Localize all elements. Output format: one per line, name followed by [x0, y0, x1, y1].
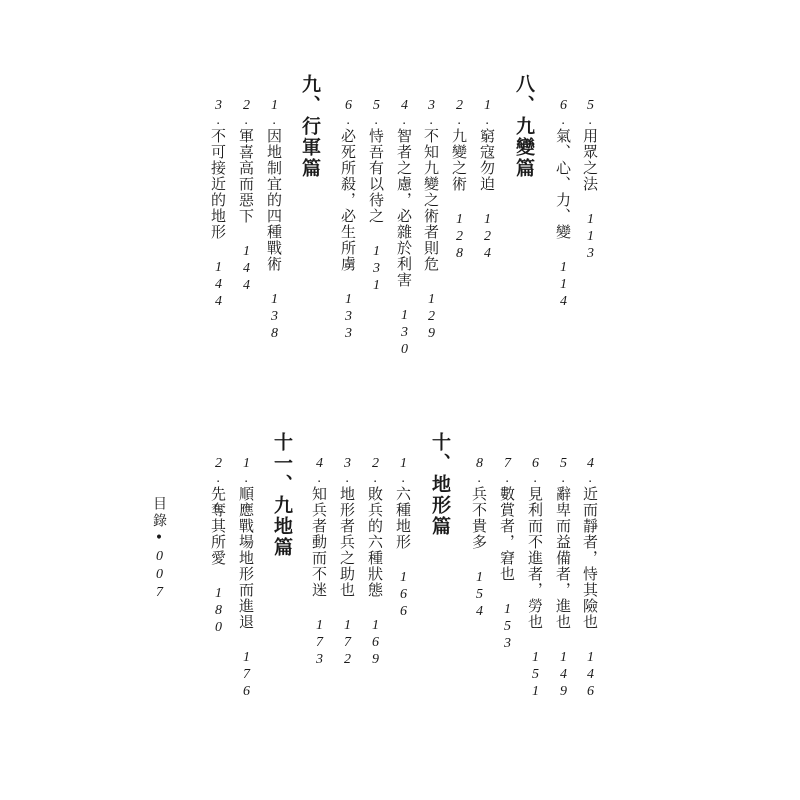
entry-title: 見利而不進者，勞也: [526, 486, 544, 630]
entry-page: 149: [556, 650, 571, 701]
entry-title: 因地制宜的四種戰術: [265, 128, 283, 272]
entry-title: 近而靜者，恃其險也: [581, 486, 599, 630]
entry-page: 166: [396, 570, 411, 621]
entry-title: 六種地形: [394, 486, 412, 550]
entry-title: 兵不貴多: [470, 486, 488, 550]
toc-entry: 4.近而靜者，恃其險也146: [581, 456, 599, 701]
entry-page: 113: [583, 212, 598, 263]
entry-page: 131: [369, 244, 384, 295]
entry-title: 九變之術: [450, 128, 468, 192]
entry-page: 169: [368, 618, 383, 669]
entry-title: 不知九變之術者則危: [422, 128, 440, 272]
entry-page: 133: [341, 292, 356, 343]
toc-entry: 2.九變之術128: [450, 98, 468, 263]
entry-page: 153: [500, 602, 515, 653]
entry-title: 先奪其所愛: [209, 486, 227, 566]
chapter-heading: 十、地形篇: [429, 432, 451, 537]
entry-title: 地形者兵之助也: [338, 486, 356, 598]
entry-title: 辭卑而益備者，進也: [554, 486, 572, 630]
entry-title: 窮寇勿迫: [478, 128, 496, 192]
toc-entry: 6.見利而不進者，勞也151: [526, 456, 544, 701]
entry-page: 128: [452, 212, 467, 263]
toc-entry: 4.知兵者動而不迷173: [310, 456, 328, 669]
chapter-heading: 十一、九地篇: [271, 432, 293, 558]
entry-page: 173: [312, 618, 327, 669]
toc-entry: 2.先奪其所愛180: [209, 456, 227, 637]
entry-title: 順應戰場地形而進退: [237, 486, 255, 630]
entry-page: 172: [340, 618, 355, 669]
entry-page: 144: [211, 260, 226, 311]
toc-entry: 7.數賞者，窘也153: [498, 456, 516, 653]
toc-entry: 1.因地制宜的四種戰術138: [265, 98, 283, 343]
page-footer: [150, 496, 168, 603]
toc-entry: 6.氣、心、力、變114: [554, 98, 572, 311]
toc-entry: 2.敗兵的六種狀態169: [366, 456, 384, 669]
toc-entry: 8.兵不貴多154: [470, 456, 488, 621]
toc-entry: 3.地形者兵之助也172: [338, 456, 356, 669]
toc-entry: 4.智者之慮，必雜於利害130: [395, 98, 413, 359]
chapter-heading: 九、行軍篇: [299, 74, 321, 179]
toc-entry: 3.不可接近的地形144: [209, 98, 227, 311]
toc-entry: 1.窮寇勿迫124: [478, 98, 496, 263]
entry-title: 不可接近的地形: [209, 128, 227, 240]
entry-page: 130: [397, 308, 412, 359]
toc-entry: 6.必死所殺，必生所虜133: [339, 98, 357, 343]
entry-page: 176: [239, 650, 254, 701]
entry-title: 軍喜高而惡下: [237, 128, 255, 224]
footer-label: 目錄: [151, 496, 167, 530]
entry-page: 144: [239, 244, 254, 295]
entry-page: 180: [211, 586, 226, 637]
toc-entry: 2.軍喜高而惡下144: [237, 98, 255, 295]
entry-page: 151: [528, 650, 543, 701]
entry-title: 氣、心、力、變: [554, 128, 572, 240]
toc-entry: 3.不知九變之術者則危129: [422, 98, 440, 343]
entry-title: 必死所殺，必生所虜: [339, 128, 357, 272]
entry-title: 敗兵的六種狀態: [366, 486, 384, 598]
entry-page: 129: [424, 292, 439, 343]
entry-title: 用眾之法: [581, 128, 599, 192]
chapter-heading: 八、九變篇: [513, 74, 535, 179]
entry-page: 146: [583, 650, 598, 701]
toc-entry: 5.恃吾有以待之131: [367, 98, 385, 295]
entry-title: 智者之慮，必雜於利害: [395, 128, 413, 288]
entry-title: 知兵者動而不迷: [310, 486, 328, 598]
toc-entry: 1.六種地形166: [394, 456, 412, 621]
entry-page: 138: [267, 292, 282, 343]
toc-entry: 5.用眾之法113: [581, 98, 599, 263]
entry-title: 數賞者，窘也: [498, 486, 516, 582]
toc-entry: 1.順應戰場地形而進退176: [237, 456, 255, 701]
entry-page: 154: [472, 570, 487, 621]
toc-entry: 5.辭卑而益備者，進也149: [554, 456, 572, 701]
page-number: 007: [152, 549, 167, 603]
entry-page: 124: [480, 212, 495, 263]
entry-page: 114: [556, 260, 571, 311]
entry-title: 恃吾有以待之: [367, 128, 385, 224]
footer-separator: •: [151, 530, 167, 549]
